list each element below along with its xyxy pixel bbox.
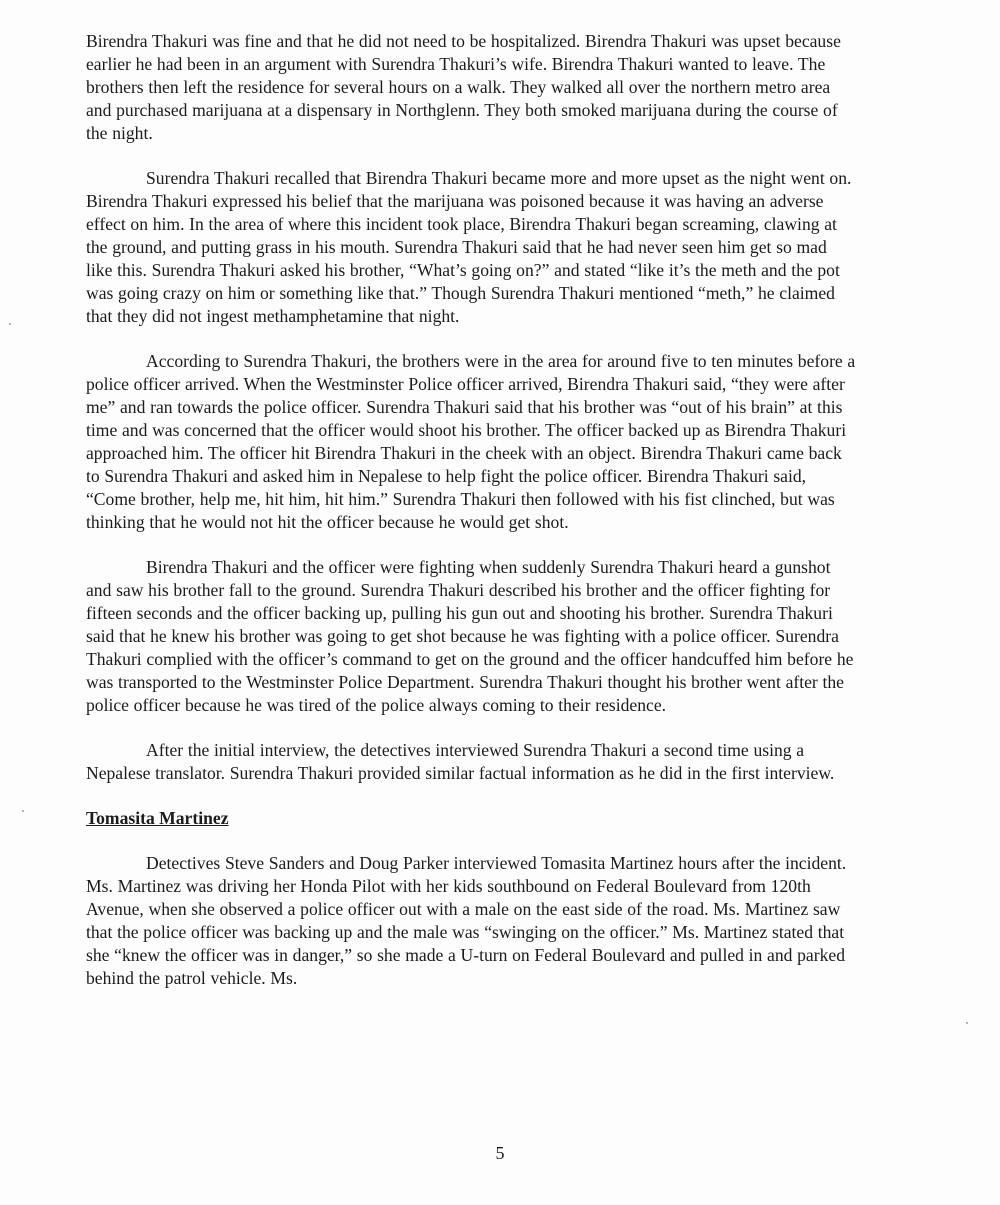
document-body [86, 30, 856, 1012]
page-number: 5 [495, 1143, 505, 1163]
paragraph-surendra-recollection: Surendra Thakuri recalled that Birendra Thakuri became more and more upset as the night went on. Birendra Thakuri expressed his belief that the marijuana was poisoned because it was having an adverse effect on him. In the area of where this incident took place, Birendra Thakuri began screaming, clawing at the ground, and putting grass in his mouth. Surendra Thakuri said that he had never seen him get so mad like this. Surendra Thakuri asked his brother, “What’s going on?” and stated “like it’s the meth and the pot was going crazy on him or something like that.” Though Surendra Thakuri mentioned “meth,” he claimed that they did not ingest methamphetamine that night. [86, 168, 852, 326]
paragraph-continued: Birendra Thakuri was fine and that he did not need to be hospitalized. Birendra Thakuri was upset because earlier he had been in an argument with Surendra Thakuri’s wife. Birendra Thakuri wanted to leave. The brothers then left the residence for several hours on a walk. They walked all over the northern metro area and purchased marijuana at a dispensary in Northglenn. They both smoked marijuana during the course of the night. [86, 31, 841, 143]
paragraph-martinez-interview: Detectives Steve Sanders and Doug Parker interviewed Tomasita Martinez hours after the incident. Ms. Martinez was driving her Honda Pilot with her kids southbound on Federal Boulevard from 120th Avenue, when she observed a police officer out with a male on the east side of the road. Ms. Martinez saw that the police officer was backing up and the male was “swinging on the officer.” Ms. Martinez stated that she “knew the officer was in danger,” so she made a U-turn on Federal Boulevard and pulled in and parked behind the patrol vehicle. Ms. [86, 853, 847, 988]
scan-speck [966, 1022, 968, 1024]
paragraph-officer-arrival: According to Surendra Thakuri, the brothers were in the area for around five to ten minutes before a police officer arrived. When the Westminster Police officer arrived, Birendra Thakuri said, “they were after me” and ran towards the police officer. Surendra Thakuri said that his brother was “out of his brain” at this time and was concerned that the officer would shoot his brother. The officer backed up as Birendra Thakuri approached him. The officer hit Birendra Thakuri in the cheek with an object. Birendra Thakuri came back to Surendra Thakuri and asked him in Nepalese to help fight the police officer. Birendra Thakuri said, “Come brother, help me, hit him, hit him.” Surendra Thakuri then followed with his fist clinched, but was thinking that he would not hit the officer because he would get shot. [86, 351, 856, 532]
paragraph-second-interview: After the initial interview, the detectives interviewed Surendra Thakuri a second time using a Nepalese translator. Surendra Thakuri provided similar factual information as he did in the first interview. [86, 740, 835, 783]
scan-speck [9, 323, 11, 325]
scan-speck [22, 810, 24, 812]
paragraph-gunshot: Birendra Thakuri and the officer were fighting when suddenly Surendra Thakuri heard a gunshot and saw his brother fall to the ground. Surendra Thakuri described his brother and the officer fighting for fifteen seconds and the officer backing up, pulling his gun out and shooting his brother. Surendra Thakuri said that he knew his brother was going to get shot because he was fighting with a police officer. Surendra Thakuri complied with the officer’s command to get on the ground and the officer handcuffed him before he was transported to the Westminster Police Department. Surendra Thakuri thought his brother went after the police officer because he was tired of the police always coming to their residence. [86, 557, 854, 715]
section-heading: Tomasita Martinez [86, 808, 229, 828]
